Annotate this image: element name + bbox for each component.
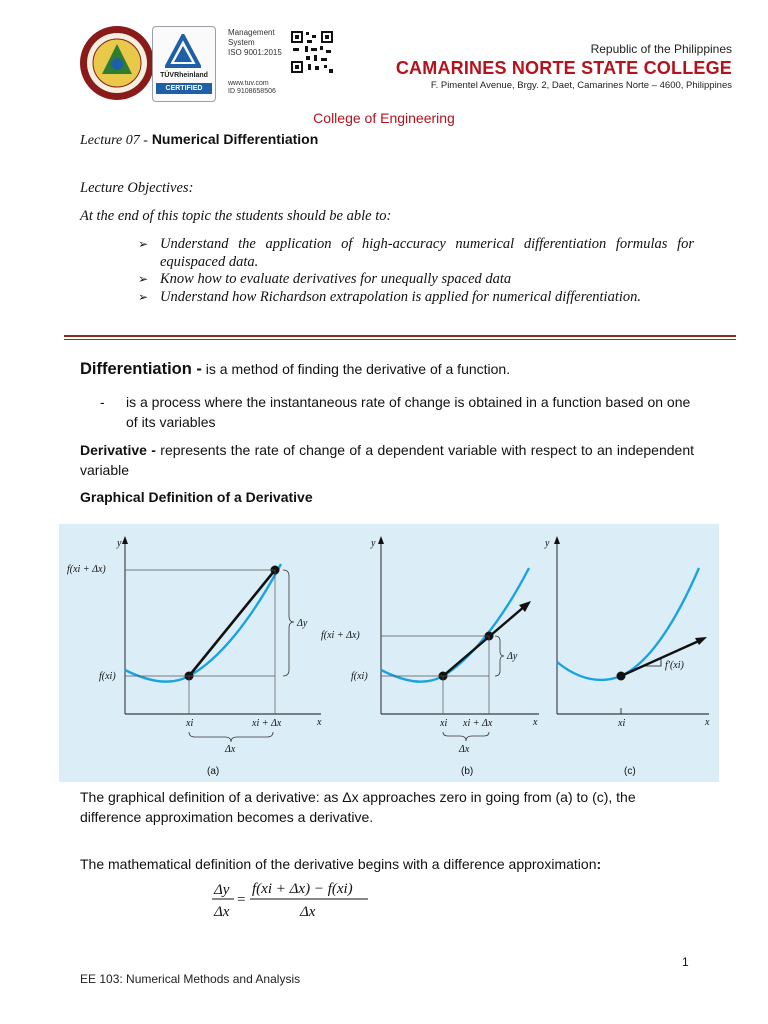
arrow-bullet-icon: ➢ [138,289,149,304]
fig-a-fx: f(xi) [99,671,116,682]
fig-label-a: (a) [207,766,220,777]
lecture-number: Lecture 07 - [80,133,148,148]
fig-c-xi: xi [618,718,626,729]
formula-rhs-den: Δx [300,904,316,920]
objectives-list [138,236,694,306]
fig-b-fx: f(xi) [351,671,368,682]
objectives-title: Lecture Objectives: [80,180,194,196]
fig-b-dx: Δx [459,744,470,755]
formula-lhs-num: Δy [214,882,230,898]
fig-b-xi: xi [440,718,448,729]
lecture-title: Numerical Differentiation [151,131,319,147]
qr-code-icon [290,30,334,74]
difference-formula [200,876,400,922]
fig-a-xi: xi [186,718,194,729]
fig-c-x-label: x [705,717,710,728]
objectives-intro: At the end of this topic the students should be able to: [80,208,392,224]
fig-a-x-label: x [317,717,322,728]
cert-brand: TÜVRheinland [160,72,208,79]
objective-item: ➢ Know how to evaluate derivatives for unequally spaced data [138,271,512,287]
differentiation-definition: Differentiation - is a method of finding the derivative of a function. [80,360,511,378]
cert-system-text: Management System ISO 9001:2015 [228,28,282,57]
objective-item: ➢ Understand how Richardson extrapolation is applied for numerical differentiation. [138,288,642,305]
fig-label-b: (b) [461,766,474,777]
fig-a-y-label: y [117,538,122,549]
formula-rhs-num: f(xi + Δx) − f(xi) [252,881,353,897]
republic-label: Republic of the Philippines [590,42,732,56]
lecture-heading [80,131,318,149]
math-definition-intro: The mathematical definition of the derivative begins with a difference approximation: [80,856,602,872]
fig-a-dy: Δy [297,618,308,629]
figure-caption: The graphical definition of a derivative: as Δx approaches zero in going from (a) to (c), the difference approximation becomes a derivative. [80,789,636,825]
cert-web-text: www.tuv.com ID 9108658506 [228,80,276,95]
fig-label-c: (c) [624,766,636,777]
fig-b-y-label: y [371,538,376,549]
fig-a-xidx: xi + Δx [252,718,282,729]
section-divider-thin [64,339,736,340]
derivative-figure [59,524,719,782]
page-number: 1 [682,955,689,969]
objective-item: ➢ Understand the application of high-accuracy numerical differentiation formulas for equispaced data. [138,236,694,270]
derivative-term: Derivative - [80,442,156,458]
college-address: F. Pimentel Avenue, Brgy. 2, Daet, Camarines Norte – 4600, Philippines [430,80,732,91]
fig-b-fxdx: f(xi + Δx) [321,630,360,641]
fig-a-dx: Δx [225,744,236,755]
fig-a-fxdx: f(xi + Δx) [67,564,106,575]
arrow-bullet-icon: ➢ [138,237,149,251]
college-seal-logo [78,24,156,102]
fig-c-y-label: y [545,538,550,549]
section-divider [64,335,736,337]
cert-certified-band: CERTIFIED [156,83,212,94]
derivative-definition: Derivative - represents the rate of change of a dependent variable with respect to an independent variable [80,442,695,478]
fig-c-fprime: f′(xi) [665,660,684,671]
department-title: College of Engineering [313,110,455,126]
fig-b-xidx: xi + Δx [463,718,493,729]
differentiation-term: Differentiation - [80,360,202,378]
formula-equals: = [237,892,246,908]
college-name: CAMARINES NORTE STATE COLLEGE [395,58,732,78]
tuv-triangle-logo [165,34,201,68]
formula-lhs-den: Δx [214,904,230,920]
fig-b-dy: Δy [507,651,518,662]
footer-course: EE 103: Numerical Methods and Analysis [80,972,301,986]
graphical-definition-heading: Graphical Definition of a Derivative [80,489,313,505]
fig-b-x-label: x [533,717,538,728]
arrow-bullet-icon: ➢ [138,272,149,286]
